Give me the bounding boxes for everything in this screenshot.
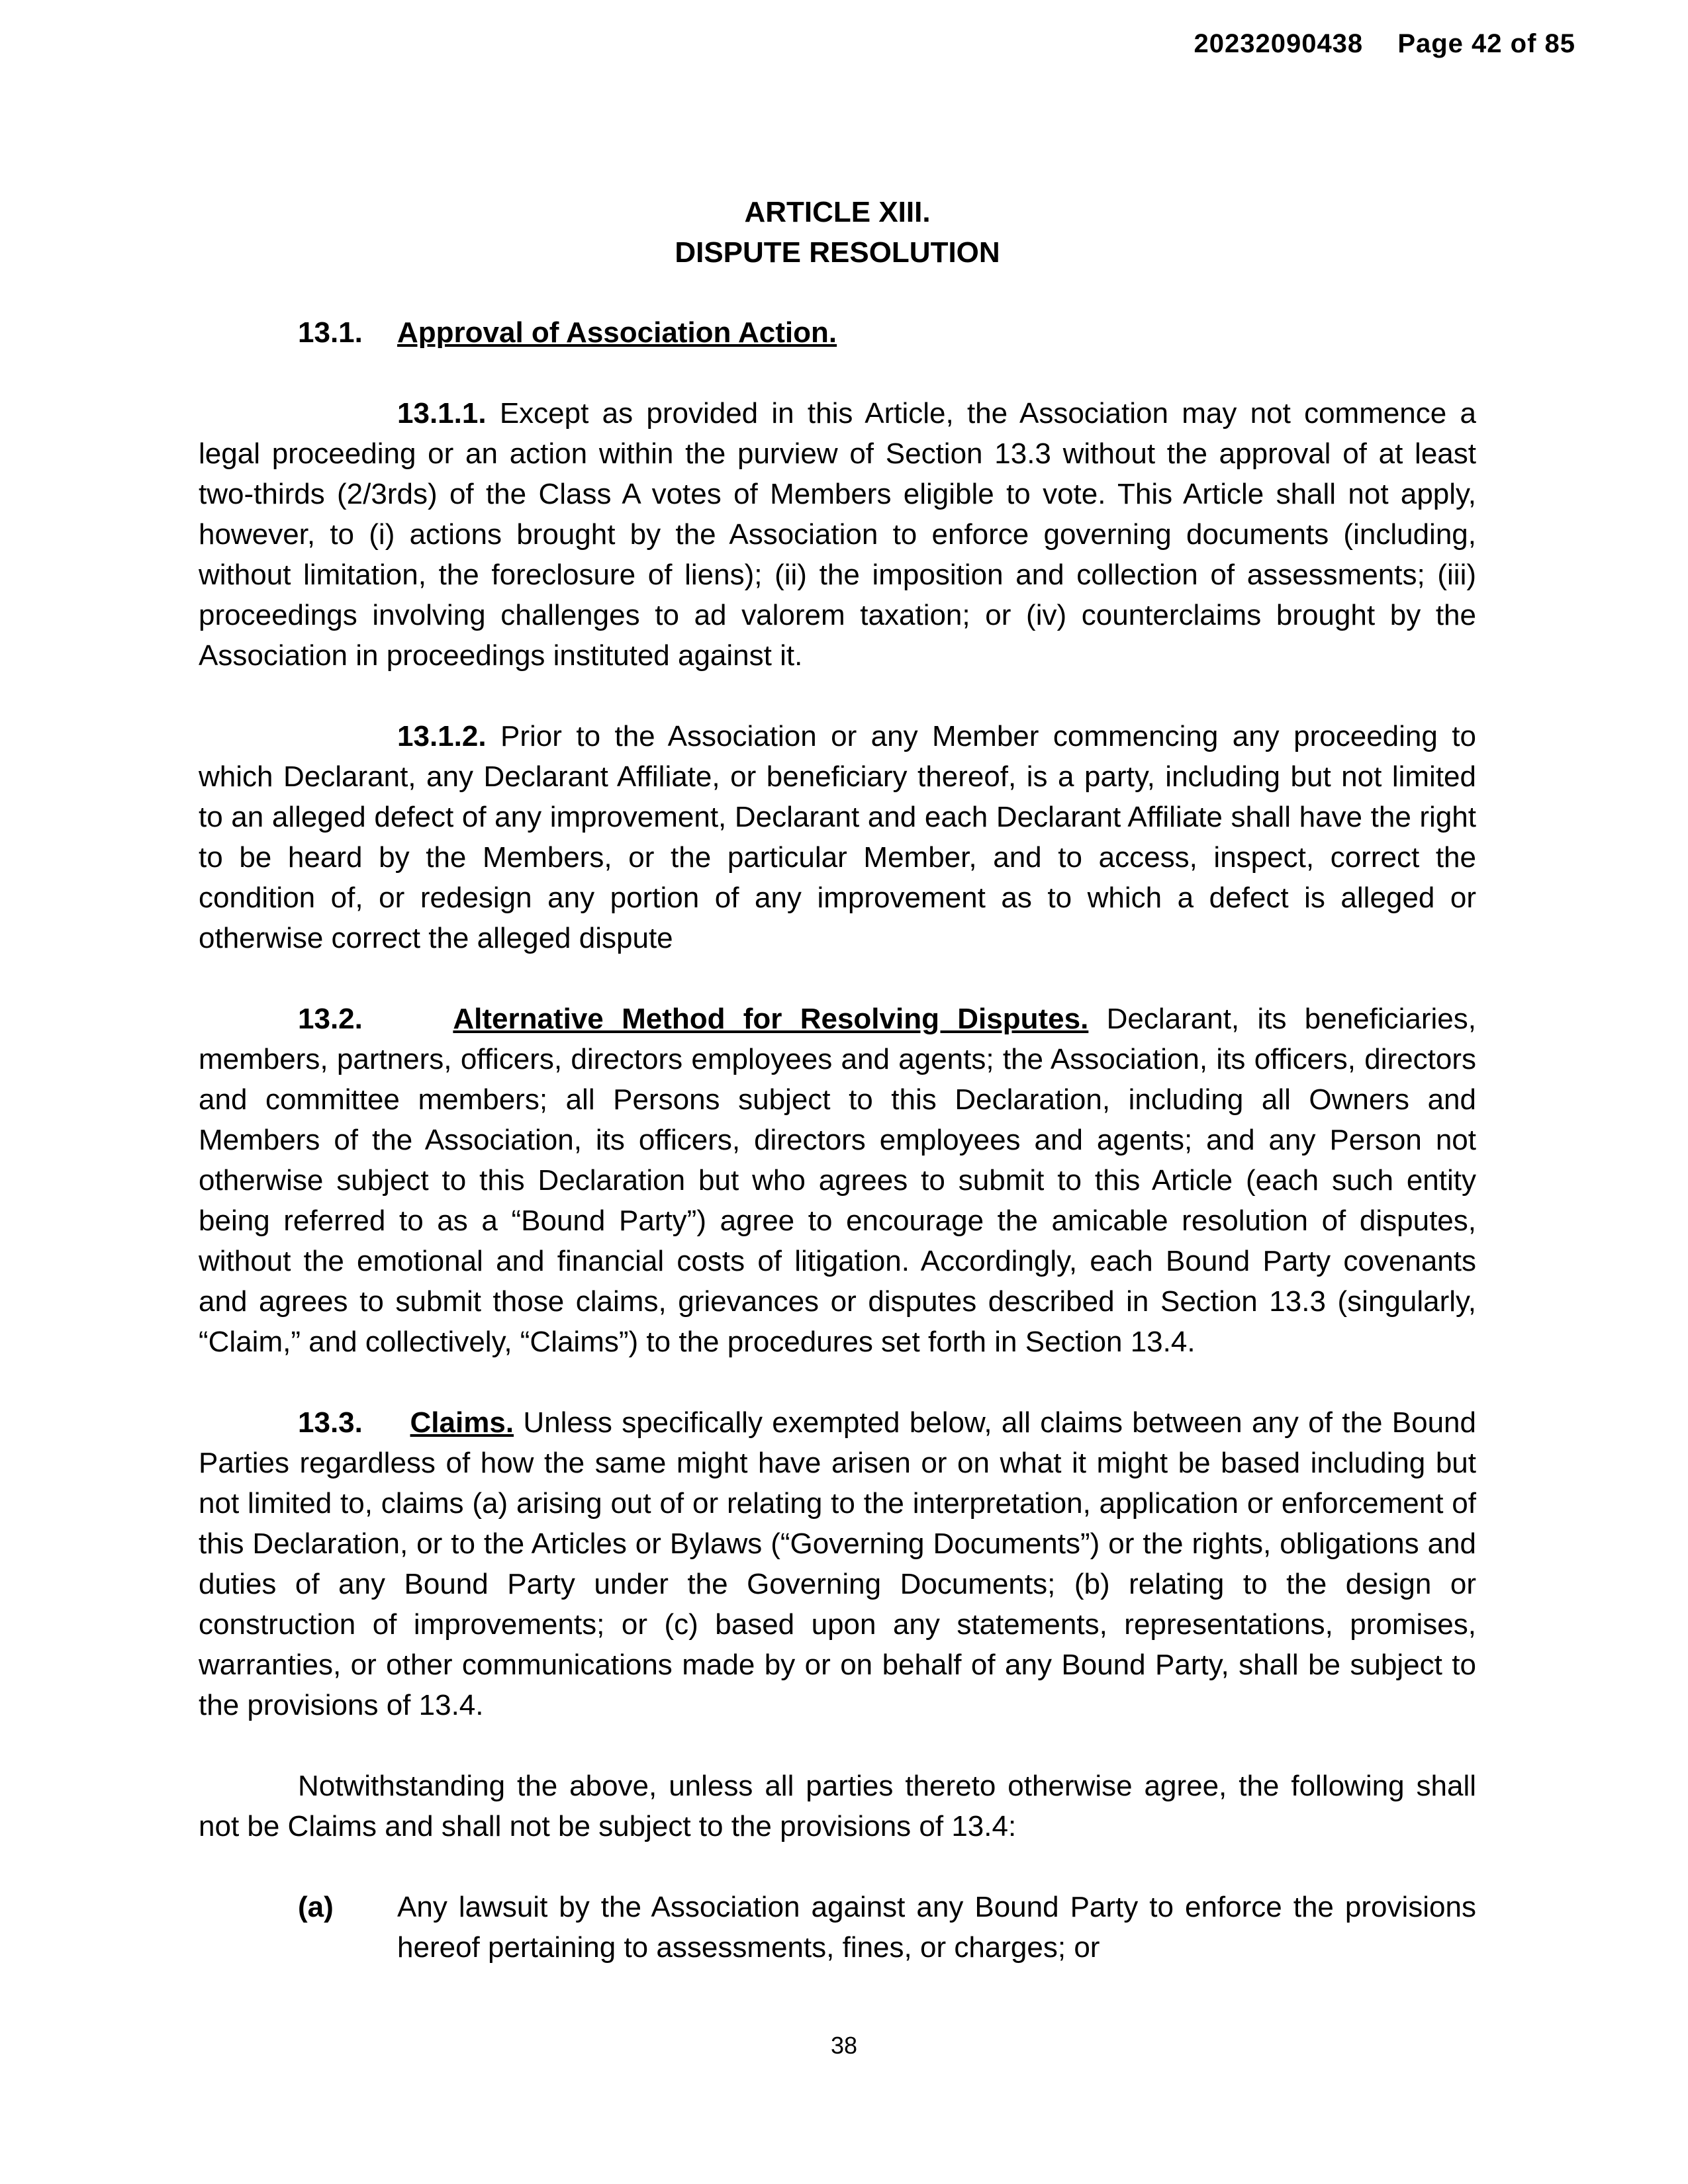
section-title: Approval of Association Action. xyxy=(397,316,837,349)
page-label: Page 42 of 85 xyxy=(1397,29,1575,58)
section-number: 13.1. xyxy=(298,316,363,349)
section-title: Claims. xyxy=(410,1406,514,1439)
subsection-text: Except as provided in this Article, the Association may not commence a legal proceeding or an action within the purview of Section 13.3 without the approval of at least two-thirds (2/3rds) of the Class A votes of Members eligible to vote. This Article shall not apply, however, to (i) actions brought by the Association to enforce governing documents (including, without limitation, the foreclosure of liens); (ii) the imposition and collection of assessments; (iii) proceedings involving challenges to ad valorem taxation; or (iv) counterclaims brought by the Association in proceedings instituted against it. xyxy=(199,397,1476,672)
document-body xyxy=(199,192,1476,1968)
section-13-3 xyxy=(199,1402,1476,1725)
article-title: DISPUTE RESOLUTION xyxy=(675,236,1000,269)
subsection-text: Prior to the Association or any Member commencing any proceeding to which Declarant, any Declarant Affiliate, or beneficiary thereof, is a party, including but not limited to an alleged defect of any improvement, Declarant and each Declarant Affiliate shall have the right to be heard by the Members, or the particular Member, and to access, inspect, correct the condition of, or redesign any portion of any improvement as to which a defect is alleged or otherwise correct the alleged dispute xyxy=(199,720,1476,954)
section-number: 13.3. xyxy=(298,1406,363,1439)
subsection-number: 13.1.1. xyxy=(397,397,487,430)
list-item-label: (a) xyxy=(298,1891,334,1923)
subsection-number: 13.1.2. xyxy=(397,720,487,752)
section-number: 13.2. xyxy=(298,1003,363,1035)
section-13-2 xyxy=(199,999,1476,1362)
section-text: Declarant, its beneficiaries, members, partners, officers, directors employees and agents; the Association, its officers, directors and committee members; all Persons subject to this Declaration, including all Owners and Members of the Association, its officers, directors employees and agents; and any Person not otherwise subject to this Declaration but who agrees to submit to this Article (each such entity being referred to as a “Bound Party”) agree to encourage the amicable resolution of disputes, without the emotional and financial costs of litigation. Accordingly, each Bound Party covenants and agrees to submit those claims, grievances or disputes described in Section 13.3 (singularly, “Claim,” and collectively, “Claims”) to the procedures set forth in Section 13.4. xyxy=(199,1003,1476,1358)
notwithstanding-paragraph: Notwithstanding the above, unless all parties thereto otherwise agree, the following shall not be Claims and shall not be subject to the provisions of 13.4: xyxy=(199,1770,1476,1843)
section-13-1-heading xyxy=(199,312,1476,353)
section-title: Alternative Method for Resolving Disputes. xyxy=(453,1003,1089,1035)
article-number: ARTICLE XIII. xyxy=(744,196,931,228)
section-text: Unless specifically exempted below, all claims between any of the Bound Parties regardless of how the same might have arisen or on what it might be based including but not limited to, claims (a) arising out of or relating to the interpretation, application or enforcement of this Declaration, or to the Articles or Bylaws (“Governing Documents”) or the rights, obligations and duties of any Bound Party under the Governing Documents; (b) relating to the design or construction of improvements; or (c) based upon any statements, representations, promises, warranties, or other communications made by or on behalf of any Bound Party, shall be subject to the provisions of 13.4. xyxy=(199,1406,1476,1721)
section-13-1-1 xyxy=(199,393,1476,676)
page-number: 38 xyxy=(830,2032,858,2059)
list-item xyxy=(199,1887,1476,1968)
list-item-text: Any lawsuit by the Association against any Bound Party to enforce the provisions hereof pertaining to assessments, fines, or charges; or xyxy=(397,1891,1476,1964)
section-13-1-2 xyxy=(199,716,1476,958)
recording-stamp xyxy=(1194,29,1575,59)
document-number: 20232090438 xyxy=(1194,29,1364,58)
